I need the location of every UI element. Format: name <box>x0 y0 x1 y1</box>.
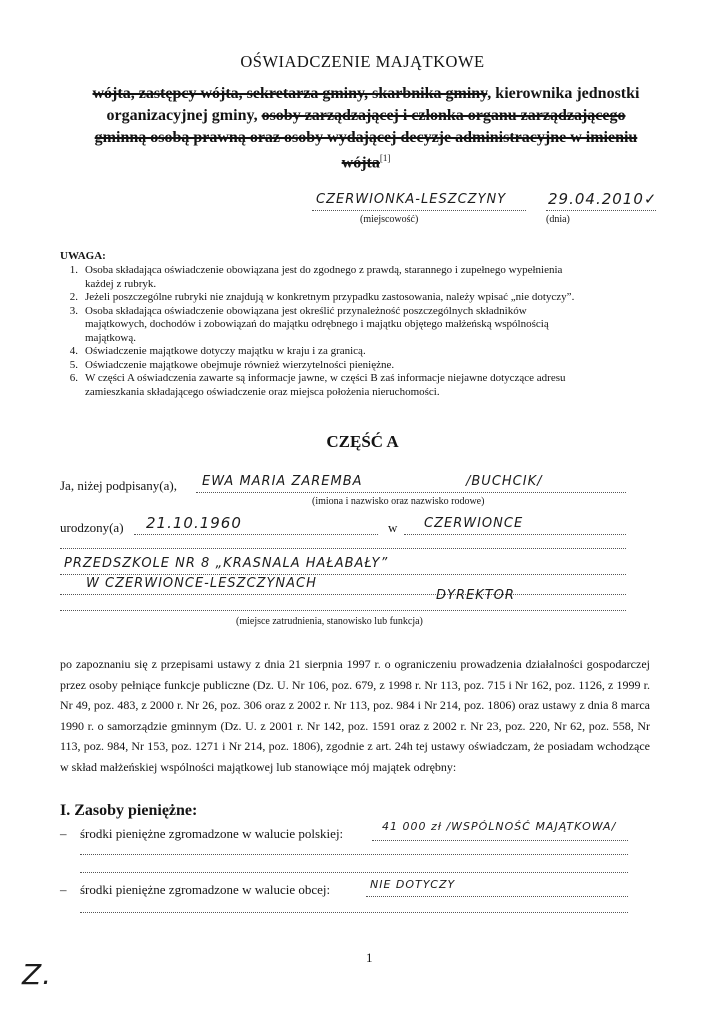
role-line-1 <box>36 84 696 104</box>
section-heading-a: CZĘŚĆ A <box>326 432 399 451</box>
born-w-label: w <box>388 520 398 535</box>
uwaga-item: 6. W części A oświadczenia zawarte są informacje jawne, w części B zaś informacje niejawne dotyczące adresu zamieszkania składającego oświadczenie oraz miejsca położenia nieruchomości. <box>69 372 566 398</box>
role-kept-2: organizacyjnej gminy, <box>106 107 262 124</box>
bullet-dash: – <box>60 826 67 841</box>
work-caption: (miejsce zatrudnienia, stanowisko lub funkcja) <box>236 616 423 627</box>
name-field <box>196 474 626 493</box>
date-caption: (dnia) <box>546 214 570 225</box>
foreign-extra-line <box>80 902 628 913</box>
born-date-field <box>134 516 378 535</box>
page-number: 1 <box>366 950 373 965</box>
uwaga-item: 5. Oświadczenie majątkowe obejmuje również wierzytelności pieniężne. <box>69 358 395 371</box>
document-title: OŚWIADCZENIE MAJĄTKOWE <box>240 52 485 71</box>
work-line-3 <box>60 588 626 611</box>
role-struck-2: osoby zarządzającej i członka organu zarządzającego <box>261 107 626 124</box>
role-line-2 <box>36 106 696 126</box>
born-place-value: CZERWIONCE <box>424 516 524 531</box>
born-place-field <box>404 516 626 535</box>
pln-label: środki pieniężne zgromadzone w walucie polskiej: <box>80 826 344 841</box>
uwaga-heading: UWAGA: <box>60 250 106 262</box>
uwaga-item: 4. Oświadczenie majątkowe dotyczy majątku w kraju i za granicą. <box>69 345 366 357</box>
pln-extra-line-1 <box>80 844 628 855</box>
born-label: urodzony(a) <box>60 520 124 535</box>
signed-label: Ja, niżej podpisany(a), <box>60 478 177 493</box>
initials-signature: Z. <box>22 958 53 991</box>
uwaga-item: 1. Osoba składająca oświadczenie obowiązana jest do zgodnego z prawdą, starannego i zupełnego wypełnienia każdej z rubryk. <box>69 264 563 290</box>
bullet-dash-2: – <box>60 882 67 897</box>
legal-paragraph: po zapoznaniu się z przepisami ustawy z dnia 21 sierpnia 1997 r. o ograniczeniu prowadzenia działalności gospodarczej przez osoby pełniące funkcje publiczne (Dz. U. Nr 106, poz. 679, z 1998 r. Nr 113, poz. 715 i Nr 162, poz. 1126, z 1999 r. Nr 49, poz. 483, z 2000 r. Nr 26, poz. 306 oraz z 2002 r. Nr 113, poz. 984 i Nr 214, poz. 1806) oraz ustawy z dnia 8 marca 1990 r. o samorządzie gminnym (Dz. U. z 2001 r. Nr 142, poz. 1591 oraz z 2002 r. Nr 23, poz. 220, Nr 62, poz. 558, Nr 113, poz. 984, Nr 153, poz. 1271 i Nr 214, poz. 1806), zgodnie z art. 24h tej ustawy oświadczam, że posiadam wchodzące w skład małżeńskiej wspólności majątkowej lub stanowiące mój majątek odrębny: <box>60 657 650 774</box>
born-date-value: 21.10.1960 <box>146 514 242 532</box>
role-struck-1: wójta, zastępcy wójta, sekretarza gminy, skarbnika gminy <box>92 85 488 102</box>
work-line-1 <box>60 556 626 575</box>
work-position-value: DYREKTOR <box>436 588 515 603</box>
blank-line <box>60 538 626 549</box>
pln-field <box>372 822 628 841</box>
uwaga-item: 2. Jeżeli poszczególne rubryki nie znajdują w konkretnym przypadku zastosowania, należy wpisać „nie dotyczy”. <box>69 291 575 303</box>
foreign-value: NIE DOTYCZY <box>370 878 456 891</box>
work-value-2: W CZERWIONCE-LESZCZYNACH <box>86 576 317 591</box>
pln-extra-line-2 <box>80 862 628 873</box>
role-struck-4: wójta <box>341 154 380 172</box>
work-line-2 <box>60 576 626 595</box>
family-name-value: /BUCHCIK/ <box>466 474 543 489</box>
role-struck-3: gminną osobą prawną oraz osoby wydającej decyzje administracyjne w imieniu <box>94 129 638 146</box>
name-value: EWA MARIA ZAREMBA <box>202 474 363 489</box>
role-line-3 <box>36 128 696 148</box>
name-caption: (imiona i nazwisko oraz nazwisko rodowe) <box>312 496 485 507</box>
place-value: CZERWIONKA-LESZCZYNY <box>316 192 507 207</box>
date-field <box>546 192 656 211</box>
role-kept-1: , kierownika jednostki <box>487 85 640 102</box>
pln-value: 41 000 zł /WSPÓLNOŚĆ MAJĄTKOWA/ <box>382 820 617 833</box>
zasoby-heading: I. Zasoby pieniężne: <box>60 802 198 819</box>
uwaga-item: 3. Osoba składająca oświadczenie obowiązana jest określić przynależność poszczególnych składników majątkowych, dochodów i zobowiązań do majątku odrębnego i majątku objętego małżeńską wspólnością majątkową. <box>69 304 549 344</box>
role-line-4 <box>36 148 696 173</box>
work-value-1: PRZEDSZKOLE NR 8 „KRASNALA HAŁABAŁY” <box>64 556 389 571</box>
place-caption: (miejscowość) <box>360 214 419 225</box>
date-value: 29.04.2010✓ <box>548 190 658 208</box>
foreign-label: środki pieniężne zgromadzone w walucie obcej: <box>80 882 331 897</box>
footnote-ref: [1] <box>379 153 391 163</box>
uwaga-list <box>60 264 660 399</box>
place-field <box>312 192 526 211</box>
foreign-field <box>366 878 628 897</box>
